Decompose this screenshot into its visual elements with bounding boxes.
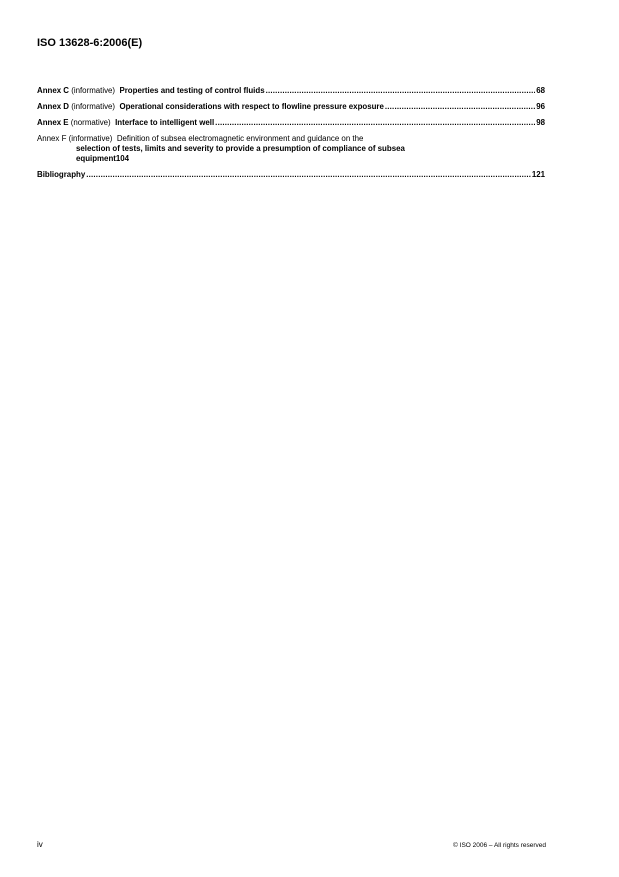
annex-title-line-3: equipment — [76, 154, 116, 163]
dot-leader — [266, 86, 536, 96]
toc-entry-annex-e[interactable] — [37, 118, 545, 128]
annex-type: (informative) — [68, 134, 113, 143]
annex-title: Operational considerations with respect to flowline pressure exposure — [119, 102, 384, 111]
footer-copyright: © ISO 2006 – All rights reserved — [453, 842, 546, 849]
annex-title: Interface to intelligent well — [115, 118, 215, 127]
toc-entry-lead — [37, 134, 545, 144]
annex-type: (informative) — [71, 86, 116, 95]
page-number: 104 — [115, 154, 130, 163]
footer-page-number: iv — [37, 840, 43, 849]
dot-leader — [86, 170, 531, 180]
page-number: 96 — [536, 102, 545, 111]
bibliography-title: Bibliography — [37, 170, 86, 179]
document-header: ISO 13628-6:2006(E) — [37, 37, 143, 49]
toc-entry-lead — [37, 102, 384, 112]
annex-label: Annex C — [37, 86, 70, 95]
page-number: 98 — [536, 118, 545, 127]
page-number: 121 — [531, 170, 545, 179]
annex-title-line-2: selection of tests, limits and severity to provide a presumption of compliance of subsea — [76, 144, 405, 153]
toc-entry-annex-d[interactable] — [37, 102, 545, 112]
dot-leader — [215, 118, 535, 128]
toc-entry-lead — [37, 118, 214, 128]
toc-entry-annex-c[interactable] — [37, 86, 545, 96]
dot-leader — [385, 102, 535, 112]
annex-type: (normative) — [70, 118, 111, 127]
annex-title-line-3-row — [37, 154, 545, 164]
annex-label: Annex D — [37, 102, 70, 111]
toc-entry-annex-f[interactable] — [37, 134, 545, 164]
annex-type: (informative) — [71, 102, 116, 111]
page-number: 68 — [536, 86, 545, 95]
annex-label: Annex F — [37, 134, 67, 143]
annex-title: Properties and testing of control fluids — [119, 86, 265, 95]
toc-entry-bibliography[interactable] — [37, 170, 545, 180]
annex-label: Annex E — [37, 118, 69, 127]
annex-title-line-1: Definition of subsea electromagnetic environment and guidance on the — [116, 134, 364, 143]
table-of-contents — [37, 86, 545, 186]
toc-entry-lead — [37, 86, 265, 96]
